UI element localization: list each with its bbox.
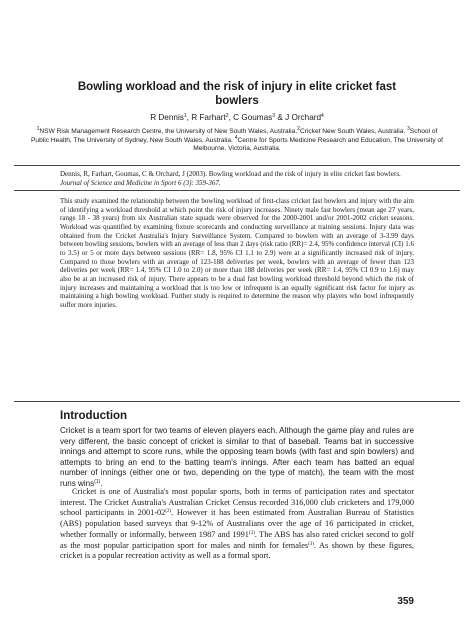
paragraph-text: Cricket is a team sport for two teams of eleven players each. Although the game play and rules are very different, the basic concept of cricket is similar to that of baseball. Teams bat in successive innings and attempt to score runs, while the opposing team bowls (with fast and spin bowlers) and attempts to bring an end to the batting team's innings. After each team has batted an equal number of innings (either one or two, depending on the type of match), the team with the most runs wins [60, 426, 414, 488]
divider-line [14, 165, 460, 166]
author-separator: & [275, 113, 286, 122]
affiliations [30, 128, 444, 154]
affiliation-text: Cricket New South Wales, Australia. [299, 128, 406, 135]
divider-line [14, 401, 460, 402]
reference-marker: (3) [248, 530, 255, 536]
affiliation-text: NSW Risk Management Research Centre, the University of New South Wales, Australia. [39, 128, 298, 135]
author-name: R Farhart [191, 113, 226, 122]
introduction-paragraph-1 [60, 426, 414, 490]
reference-marker: (3) [308, 541, 314, 547]
author-affiliation-marker: 2 [225, 113, 229, 119]
paragraph-text: . As shown by these figures, cricket is a popular recreation activity as well as a formal sport. [60, 540, 414, 561]
citation-journal: Journal of Science and Medicine in Sport 6 (3): 359-367. [60, 179, 221, 187]
citation-text: Dennis, R, Farhart, Goumas, C & Orchard, J (2003). Bowling workload and the risk of injury in elite cricket fast bowlers. [60, 170, 401, 178]
affiliation-text: Centre for Sports Medicine Research and Education, The University of Melbourne, Victoria, Australia. [193, 136, 443, 153]
author-name: C Goumas [233, 113, 273, 122]
affiliation-marker: 2 [297, 126, 300, 132]
affiliation-text: School of Public Health, The University of Sydney, New South Wales, Australia. [31, 128, 438, 144]
affiliation-marker: 1 [36, 126, 40, 132]
affiliation-marker: 4 [234, 134, 238, 141]
author-separator: , [228, 113, 234, 122]
author-affiliation-marker: 1 [183, 113, 187, 119]
paragraph-text: . The ABS has also rated cricket second to golf as the most popular participation sport for males and ninth for females [60, 529, 415, 550]
introduction-paragraph-2 [60, 487, 414, 562]
author-separator: , [186, 113, 192, 122]
paragraph-text: . [100, 478, 103, 488]
author-affiliation-marker: 4 [321, 113, 324, 119]
reference-marker: (2) [165, 509, 172, 515]
author-name: R Dennis [150, 113, 184, 122]
paragraph-text: . However it has been estimated from Australian Bureau of Statistics (ABS) population based surveys that 9-12% of Australians over the age of 16 participated in cricket, whether formally or informally, between 1987 and 1991 [60, 508, 414, 539]
paragraph-text: Cricket is one of Australia's most popular sports, both in terms of participation rates and spectator interest. The Cricket Australia's Australian Cricket Census recorded 316,000 club cricketers and 179,000 school participants in 2001-02 [60, 487, 414, 518]
divider-line [14, 190, 460, 191]
affiliation-marker: 3 [407, 126, 410, 132]
page-number: 359 [397, 596, 414, 607]
section-heading-introduction: Introduction [60, 410, 128, 422]
abstract: This study examined the relationship between the bowling workload of first-class cricket fast bowlers and injury with the aim of identifying a workload threshold at which point the risk of injury increases. Ninety male fast bowlers (mean age 27 years, range 18 - 38 years) from six Australian state squads were observed for the 2000-2001 and/or 2001-2002 cricket seasons. Workload was quantified by examining fixture scorecards and conducting surveillance at training sessions. Injury data was obtained from the Cricket Australia's Injury Surveillance System. Compared to bowlers with an average of 3-3.99 days between bowling sessions, bowlers with an average of less than 2 days (risk ratio (RR)= 2.4, 95% confidence interval (CI) 1.6 to 3.5) or 5 or more days between sessions (RR= 1.8, 95% CI 1.1 to 2.9) were at a significantly increased risk of injury. Compared to those bowlers with an average of 123-188 deliveries per week, bowlers with an average of fewer than 123 deliveries per week (RR= 1.4, 95% CI 1.0 to 2.0) or more than 188 deliveries per week (RR= 1.4, 95% CI 0.9 to 1.6) may also be at an increased risk of injury. There appears to be a dual fast bowling workload threshold beyond which the risk of injury increases and maintaining a workload that is too low or infrequent is an equally significant risk factor for injury as maintaining a high bowling workload. Further study is required to determine the reason why players who bowl infrequently suffer more injuries. [60, 197, 414, 309]
reference-marker: (1) [94, 478, 101, 485]
paper-title: Bowling workload and the risk of injury in elite cricket fast bowlers [77, 81, 397, 107]
author-list [40, 112, 434, 123]
citation [60, 170, 414, 188]
author-name: J Orchard [285, 113, 322, 122]
author-affiliation-marker: 3 [272, 113, 276, 119]
